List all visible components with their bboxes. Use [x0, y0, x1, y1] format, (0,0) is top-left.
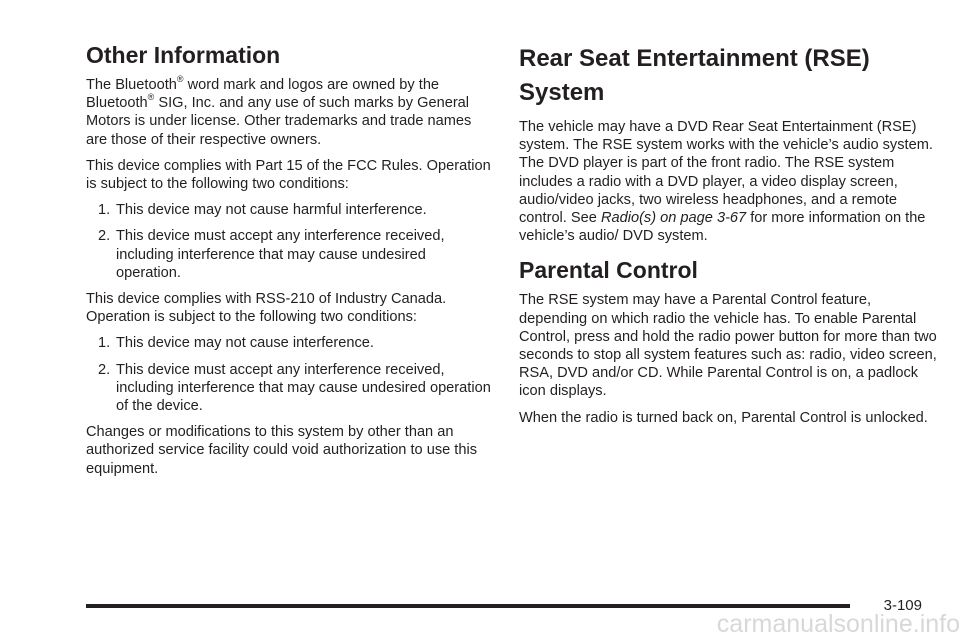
watermark: carmanualsonline.info — [716, 610, 960, 638]
parental-control-paragraph: The RSE system may have a Parental Control feature, depending on which radio the vehicle has. To enable Parental Control, press and hold the radio power button for more than two seconds to stop all system features such as: radio, video screen, RSA, DVD and/or CD. While Parental Control is on, a padlock icon displays. — [519, 292, 937, 400]
cross-reference-link[interactable]: Radio(s) on page 3-67 — [600, 210, 747, 227]
left-column — [86, 40, 494, 486]
parental-control-unlock-paragraph: When the radio is turned back on, Parental Control is unlocked. — [519, 409, 928, 426]
list-number: 1. — [98, 202, 111, 219]
industry-canada-paragraph: This device complies with RSS-210 of Industry Canada. Operation is subject to the following two conditions: — [86, 291, 447, 326]
list-number: 2. — [98, 361, 111, 378]
right-column — [519, 40, 939, 435]
fcc-compliance-paragraph: This device complies with Part 15 of the FCC Rules. Operation is subject to the following two conditions: — [86, 157, 491, 193]
modifications-warning-paragraph: Changes or modifications to this system by other than an authorized service facility could void authorization to use this equipment. — [86, 424, 477, 477]
list-item — [86, 201, 494, 219]
list-item — [86, 227, 494, 282]
paragraph-text: The vehicle may have a DVD Rear Seat Entertainment (RSE) system. The RSE system works with the vehicle’s audio system. The DVD player is part of the front radio. The RSE system includes a radio with a DVD player, a video display screen, audio/video jacks, two wireless headphones, and a remote control. See — [519, 119, 933, 227]
list-text: This device may not cause interference. — [116, 335, 374, 352]
list-text: This device must accept any interference received, including interference that may cause undesired operation. — [116, 228, 445, 281]
registered-mark: ® — [147, 92, 155, 103]
list-number: 1. — [98, 335, 111, 352]
fcc-conditions-list — [86, 201, 494, 282]
list-item — [86, 334, 494, 352]
registered-mark: ® — [176, 74, 184, 85]
paragraph-text: The Bluetooth — [86, 77, 177, 93]
list-item — [86, 361, 494, 416]
rse-description-paragraph — [519, 118, 939, 245]
bluetooth-trademark-paragraph — [86, 76, 494, 149]
list-text: This device must accept any interference received, including interference that may cause undesired operation of the device. — [116, 361, 491, 415]
paragraph-text: word mark and logos are owned by the Bluetooth — [86, 77, 440, 112]
section-heading-parental-control: Parental Control — [519, 257, 698, 284]
paragraph-text: SIG, Inc. and any use of such marks by General Motors is under license. Other trademarks and trade names are those of their respective owners. — [86, 95, 472, 148]
page-number: 3-109 — [883, 597, 922, 614]
list-text: This device may not cause harmful interference. — [116, 202, 427, 219]
section-heading-rse-system: Rear Seat Entertainment (RSE) System — [519, 45, 870, 106]
industry-canada-conditions-list — [86, 334, 494, 415]
list-number: 2. — [98, 228, 111, 245]
section-heading-other-information: Other Information — [86, 42, 281, 68]
paragraph-text: for more information on the vehicle’s audio/ DVD system. — [519, 210, 926, 245]
footer-rule — [86, 604, 850, 608]
